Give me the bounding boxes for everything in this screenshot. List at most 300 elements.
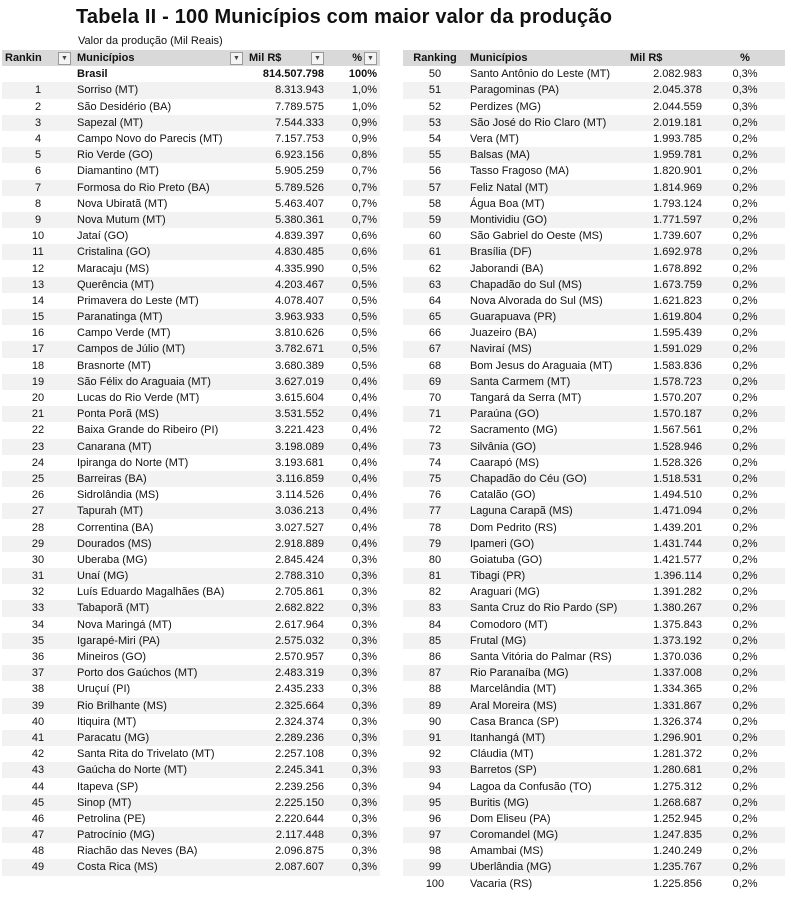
table-row <box>403 843 785 859</box>
cell-municipio: Diamantino (MT) <box>74 163 246 179</box>
cell-municipio: Baixa Grande do Ribeiro (PI) <box>74 422 246 438</box>
cell-municipio: Dom Eliseu (PA) <box>467 811 627 827</box>
page-title: Tabela II - 100 Municípios com maior valor da produção <box>76 6 613 28</box>
cell-pct: 1,0% <box>327 99 380 115</box>
column-header-ranking: Ranking <box>403 50 467 66</box>
cell-municipio: Marcelândia (MT) <box>467 681 627 697</box>
cell-valor: 1.678.892 <box>627 260 705 276</box>
cell-municipio: Balsas (MA) <box>467 147 627 163</box>
cell-municipio: Santa Rita do Trivelato (MT) <box>74 746 246 762</box>
cell-valor: 2.019.181 <box>627 115 705 131</box>
cell-ranking: 15 <box>2 309 74 325</box>
table-row <box>403 406 785 422</box>
cell-valor: 6.923.156 <box>246 147 327 163</box>
cell-pct: 0,6% <box>327 228 380 244</box>
cell-valor: 2.225.150 <box>246 795 327 811</box>
table-row <box>2 584 380 600</box>
cell-pct: 0,2% <box>705 212 785 228</box>
cell-valor: 7.157.753 <box>246 131 327 147</box>
table-row <box>403 730 785 746</box>
cell-ranking: 95 <box>403 795 467 811</box>
cell-pct: 0,3% <box>327 584 380 600</box>
cell-pct: 0,2% <box>705 681 785 697</box>
cell-municipio: São Félix do Araguaia (MT) <box>74 374 246 390</box>
table-row <box>403 390 785 406</box>
cell-ranking: 82 <box>403 584 467 600</box>
cell-valor: 2.325.664 <box>246 698 327 714</box>
cell-municipio: Paragominas (PA) <box>467 82 627 98</box>
column-header-label: Mil R$ <box>249 52 282 65</box>
table-row <box>403 584 785 600</box>
cell-ranking: 68 <box>403 358 467 374</box>
cell-valor: 2.220.644 <box>246 811 327 827</box>
cell-pct: 0,2% <box>705 730 785 746</box>
table-row <box>403 374 785 390</box>
cell-pct: 0,2% <box>705 633 785 649</box>
cell-pct: 0,2% <box>705 665 785 681</box>
cell-pct: 0,2% <box>705 762 785 778</box>
table-row <box>403 66 785 82</box>
cell-valor: 3.221.423 <box>246 422 327 438</box>
cell-pct: 0,2% <box>705 358 785 374</box>
cell-pct: 0,3% <box>327 698 380 714</box>
cell-municipio: Costa Rica (MS) <box>74 859 246 875</box>
cell-pct: 0,2% <box>705 277 785 293</box>
cell-valor: 2.239.256 <box>246 778 327 794</box>
cell-pct: 0,3% <box>327 633 380 649</box>
cell-ranking: 64 <box>403 293 467 309</box>
cell-municipio: Santo Antônio do Leste (MT) <box>467 66 627 82</box>
table-row <box>403 600 785 616</box>
cell-municipio: Tasso Fragoso (MA) <box>467 163 627 179</box>
cell-municipio: Juazeiro (BA) <box>467 325 627 341</box>
cell-ranking: 77 <box>403 503 467 519</box>
cell-valor: 1.793.124 <box>627 196 705 212</box>
cell-pct: 0,3% <box>327 617 380 633</box>
cell-pct: 0,2% <box>705 859 785 875</box>
cell-pct: 0,2% <box>705 552 785 568</box>
cell-ranking: 9 <box>2 212 74 228</box>
cell-municipio: Água Boa (MT) <box>467 196 627 212</box>
cell-municipio: São José do Rio Claro (MT) <box>467 115 627 131</box>
cell-pct: 0,2% <box>705 325 785 341</box>
cell-municipio: Bom Jesus do Araguaia (MT) <box>467 358 627 374</box>
cell-pct: 0,3% <box>327 681 380 697</box>
cell-municipio: Sacramento (MG) <box>467 422 627 438</box>
column-header-label: Rankin <box>5 52 42 65</box>
cell-ranking <box>2 876 74 892</box>
cell-municipio: Silvânia (GO) <box>467 439 627 455</box>
cell-valor: 2.483.319 <box>246 665 327 681</box>
cell-valor: 1.595.439 <box>627 325 705 341</box>
cell-pct: 0,5% <box>327 277 380 293</box>
cell-valor: 5.380.361 <box>246 212 327 228</box>
cell-municipio: São Gabriel do Oeste (MS) <box>467 228 627 244</box>
cell-valor: 3.810.626 <box>246 325 327 341</box>
cell-ranking: 42 <box>2 746 74 762</box>
cell-pct: 0,2% <box>705 600 785 616</box>
cell-pct: 0,2% <box>705 795 785 811</box>
cell-pct: 0,2% <box>705 228 785 244</box>
cell-pct: 0,7% <box>327 163 380 179</box>
table-row <box>403 131 785 147</box>
cell-ranking: 87 <box>403 665 467 681</box>
filter-dropdown-icon[interactable]: ▼ <box>58 52 71 65</box>
cell-ranking: 45 <box>2 795 74 811</box>
cell-valor: 3.963.933 <box>246 309 327 325</box>
table-row <box>2 277 380 293</box>
cell-valor: 2.257.108 <box>246 746 327 762</box>
cell-pct: 1,0% <box>327 82 380 98</box>
cell-valor: 1.692.978 <box>627 244 705 260</box>
cell-municipio: Jataí (GO) <box>74 228 246 244</box>
cell-valor: 1.959.781 <box>627 147 705 163</box>
table-row <box>403 277 785 293</box>
cell-pct: 0,2% <box>705 617 785 633</box>
cell-ranking: 34 <box>2 617 74 633</box>
filter-dropdown-icon[interactable]: ▼ <box>230 52 243 65</box>
table-row <box>2 374 380 390</box>
cell-valor: 1.337.008 <box>627 665 705 681</box>
cell-valor: 1.280.681 <box>627 762 705 778</box>
table-row <box>403 439 785 455</box>
cell-municipio: Comodoro (MT) <box>467 617 627 633</box>
cell-pct: 0,2% <box>705 746 785 762</box>
table-row <box>2 762 380 778</box>
cell-municipio: Mineiros (GO) <box>74 649 246 665</box>
cell-municipio: Brasnorte (MT) <box>74 358 246 374</box>
cell-ranking: 48 <box>2 843 74 859</box>
column-header-pct <box>327 50 380 66</box>
cell-municipio: Paracatu (MG) <box>74 730 246 746</box>
cell-valor: 3.531.552 <box>246 406 327 422</box>
table-row <box>2 617 380 633</box>
table-row <box>403 536 785 552</box>
cell-pct: 0,3% <box>327 746 380 762</box>
cell-pct: 0,2% <box>705 309 785 325</box>
cell-valor: 4.335.990 <box>246 260 327 276</box>
table-row <box>2 341 380 357</box>
filter-dropdown-icon[interactable]: ▼ <box>311 52 324 65</box>
cell-ranking: 41 <box>2 730 74 746</box>
cell-valor: 1.370.036 <box>627 649 705 665</box>
cell-ranking: 59 <box>403 212 467 228</box>
cell-ranking: 49 <box>2 859 74 875</box>
cell-municipio: Coromandel (MG) <box>467 827 627 843</box>
cell-valor: 3.114.526 <box>246 487 327 503</box>
table-row <box>2 519 380 535</box>
cell-ranking <box>2 66 74 82</box>
table-row <box>403 325 785 341</box>
cell-pct: 0,2% <box>705 422 785 438</box>
cell-pct: 0,3% <box>327 762 380 778</box>
table-row <box>2 471 380 487</box>
cell-pct: 0,2% <box>705 811 785 827</box>
cell-pct: 0,3% <box>327 795 380 811</box>
cell-municipio: Itiquira (MT) <box>74 714 246 730</box>
cell-ranking: 8 <box>2 196 74 212</box>
cell-pct: 0,2% <box>705 260 785 276</box>
cell-valor: 1.431.744 <box>627 536 705 552</box>
cell-valor: 1.296.901 <box>627 730 705 746</box>
cell-ranking: 56 <box>403 163 467 179</box>
cell-municipio: Sapezal (MT) <box>74 115 246 131</box>
column-header-label: % <box>352 52 362 65</box>
right-table-body <box>403 66 785 892</box>
cell-valor: 1.252.945 <box>627 811 705 827</box>
cell-valor: 5.463.407 <box>246 196 327 212</box>
cell-municipio: Paraúna (GO) <box>467 406 627 422</box>
cell-ranking: 4 <box>2 131 74 147</box>
cell-ranking: 47 <box>2 827 74 843</box>
column-header-valor: Mil R$ <box>627 50 705 66</box>
table-row <box>2 859 380 875</box>
table-row <box>2 260 380 276</box>
table-row <box>2 358 380 374</box>
cell-pct: 0,2% <box>705 698 785 714</box>
cell-ranking: 72 <box>403 422 467 438</box>
cell-pct: 0,9% <box>327 115 380 131</box>
cell-municipio: Jaborandi (BA) <box>467 260 627 276</box>
cell-pct: 0,2% <box>705 374 785 390</box>
cell-municipio: Lagoa da Confusão (TO) <box>467 778 627 794</box>
cell-pct: 0,9% <box>327 131 380 147</box>
cell-ranking: 20 <box>2 390 74 406</box>
cell-municipio: Tabaporã (MT) <box>74 600 246 616</box>
cell-municipio: Rio Paranaíba (MG) <box>467 665 627 681</box>
cell-ranking: 37 <box>2 665 74 681</box>
table-row <box>2 568 380 584</box>
cell-valor: 2.682.822 <box>246 600 327 616</box>
table-row <box>403 212 785 228</box>
cell-municipio: Santa Carmem (MT) <box>467 374 627 390</box>
cell-ranking: 32 <box>2 584 74 600</box>
cell-ranking: 66 <box>403 325 467 341</box>
table-row <box>2 698 380 714</box>
column-header-label: Municípios <box>77 52 135 65</box>
cell-ranking: 83 <box>403 600 467 616</box>
page-subtitle: Valor da produção (Mil Reais) <box>78 35 223 47</box>
cell-valor: 1.673.759 <box>627 277 705 293</box>
cell-ranking: 61 <box>403 244 467 260</box>
cell-valor: 1.739.607 <box>627 228 705 244</box>
cell-municipio: Itapeva (SP) <box>74 778 246 794</box>
cell-ranking: 97 <box>403 827 467 843</box>
cell-pct: 0,2% <box>705 180 785 196</box>
cell-ranking: 26 <box>2 487 74 503</box>
table-row <box>2 422 380 438</box>
cell-pct: 0,2% <box>705 244 785 260</box>
cell-pct: 0,5% <box>327 341 380 357</box>
cell-pct: 0,3% <box>705 99 785 115</box>
cell-ranking: 17 <box>2 341 74 357</box>
cell-valor: 2.575.032 <box>246 633 327 649</box>
cell-municipio: Unaí (MG) <box>74 568 246 584</box>
cell-pct: 0,2% <box>705 876 785 892</box>
table-row <box>2 406 380 422</box>
table-row <box>403 115 785 131</box>
cell-valor: 8.313.943 <box>246 82 327 98</box>
cell-municipio: Campo Verde (MT) <box>74 325 246 341</box>
cell-municipio: Uruçuí (PI) <box>74 681 246 697</box>
cell-ranking: 79 <box>403 536 467 552</box>
cell-ranking: 60 <box>403 228 467 244</box>
table-row <box>2 552 380 568</box>
table-row <box>403 795 785 811</box>
cell-pct: 0,2% <box>705 406 785 422</box>
cell-ranking: 54 <box>403 131 467 147</box>
cell-pct: 0,4% <box>327 536 380 552</box>
table-row <box>2 665 380 681</box>
cell-municipio: Ipameri (GO) <box>467 536 627 552</box>
cell-valor: 1.421.577 <box>627 552 705 568</box>
cell-municipio: Sorriso (MT) <box>74 82 246 98</box>
cell-ranking: 85 <box>403 633 467 649</box>
table-row <box>403 163 785 179</box>
cell-ranking: 55 <box>403 147 467 163</box>
cell-ranking: 93 <box>403 762 467 778</box>
cell-municipio: Montividiu (GO) <box>467 212 627 228</box>
table-row <box>403 358 785 374</box>
table-row <box>403 633 785 649</box>
table-row <box>403 309 785 325</box>
cell-valor: 1.439.201 <box>627 519 705 535</box>
cell-valor: 1.567.561 <box>627 422 705 438</box>
cell-ranking: 7 <box>2 180 74 196</box>
cell-ranking: 11 <box>2 244 74 260</box>
cell-ranking: 44 <box>2 778 74 794</box>
table-row <box>403 503 785 519</box>
table-row <box>2 746 380 762</box>
cell-pct: 0,2% <box>705 843 785 859</box>
cell-municipio: Vacaria (RS) <box>467 876 627 892</box>
cell-municipio: Luís Eduardo Magalhães (BA) <box>74 584 246 600</box>
cell-municipio: Paranatinga (MT) <box>74 309 246 325</box>
cell-valor: 7.544.333 <box>246 115 327 131</box>
table-row <box>2 180 380 196</box>
cell-valor: 814.507.798 <box>246 66 327 82</box>
cell-municipio: Gaúcha do Norte (MT) <box>74 762 246 778</box>
cell-valor: 2.617.964 <box>246 617 327 633</box>
cell-valor: 3.615.604 <box>246 390 327 406</box>
table-row <box>403 681 785 697</box>
cell-valor: 2.918.889 <box>246 536 327 552</box>
table-row <box>2 309 380 325</box>
cell-valor: 1.373.192 <box>627 633 705 649</box>
table-row <box>2 228 380 244</box>
cell-pct: 0,2% <box>705 455 785 471</box>
cell-ranking: 35 <box>2 633 74 649</box>
table-row <box>2 390 380 406</box>
cell-valor: 4.203.467 <box>246 277 327 293</box>
table-row <box>2 325 380 341</box>
cell-municipio: Barretos (SP) <box>467 762 627 778</box>
cell-pct: 0,2% <box>705 827 785 843</box>
cell-ranking: 92 <box>403 746 467 762</box>
cell-municipio: Sidrolândia (MS) <box>74 487 246 503</box>
cell-pct: 0,3% <box>705 82 785 98</box>
cell-ranking: 99 <box>403 859 467 875</box>
cell-pct: 0,2% <box>705 147 785 163</box>
cell-pct: 0,2% <box>705 778 785 794</box>
cell-pct: 100% <box>327 66 380 82</box>
cell-valor: 1.326.374 <box>627 714 705 730</box>
cell-municipio: Igarapé-Miri (PA) <box>74 633 246 649</box>
cell-municipio: Lucas do Rio Verde (MT) <box>74 390 246 406</box>
cell-pct: 0,2% <box>705 115 785 131</box>
cell-pct: 0,5% <box>327 325 380 341</box>
cell-pct: 0,2% <box>705 519 785 535</box>
table-row <box>403 244 785 260</box>
cell-pct: 0,3% <box>327 600 380 616</box>
cell-ranking: 67 <box>403 341 467 357</box>
cell-valor: 3.627.019 <box>246 374 327 390</box>
cell-municipio: Campo Novo do Parecis (MT) <box>74 131 246 147</box>
table-row <box>403 665 785 681</box>
cell-ranking: 84 <box>403 617 467 633</box>
cell-ranking: 81 <box>403 568 467 584</box>
table-row <box>403 746 785 762</box>
table-row <box>2 536 380 552</box>
cell-ranking: 18 <box>2 358 74 374</box>
table-row <box>403 487 785 503</box>
cell-valor: 5.905.259 <box>246 163 327 179</box>
cell-valor: 1.494.510 <box>627 487 705 503</box>
cell-ranking: 52 <box>403 99 467 115</box>
table-row <box>403 260 785 276</box>
cell-valor: 2.788.310 <box>246 568 327 584</box>
cell-pct: 0,6% <box>327 244 380 260</box>
column-header-ranking <box>2 50 74 66</box>
cell-municipio: Itanhangá (MT) <box>467 730 627 746</box>
left-table-body <box>2 66 380 892</box>
cell-municipio: Cristalina (GO) <box>74 244 246 260</box>
table-row <box>2 827 380 843</box>
cell-pct: 0,3% <box>327 859 380 875</box>
column-header-municipio: Municípios <box>467 50 627 66</box>
cell-ranking: 53 <box>403 115 467 131</box>
cell-ranking: 100 <box>403 876 467 892</box>
table-row <box>403 341 785 357</box>
table-row <box>403 196 785 212</box>
filter-dropdown-icon[interactable]: ▼ <box>364 52 377 65</box>
cell-pct: 0,2% <box>705 163 785 179</box>
cell-ranking: 22 <box>2 422 74 438</box>
cell-municipio: Patrocínio (MG) <box>74 827 246 843</box>
cell-municipio: Cláudia (MT) <box>467 746 627 762</box>
cell-valor: 3.027.527 <box>246 519 327 535</box>
cell-municipio: Correntina (BA) <box>74 519 246 535</box>
cell-municipio: Petrolina (PE) <box>74 811 246 827</box>
cell-valor: 1.281.372 <box>627 746 705 762</box>
cell-valor: 2.087.607 <box>246 859 327 875</box>
cell-valor: 1.268.687 <box>627 795 705 811</box>
cell-municipio: Guarapuava (PR) <box>467 309 627 325</box>
cell-pct: 0,2% <box>705 390 785 406</box>
cell-valor <box>246 876 327 892</box>
table-row <box>2 163 380 179</box>
cell-pct: 0,2% <box>705 439 785 455</box>
cell-valor: 1.235.767 <box>627 859 705 875</box>
cell-pct: 0,2% <box>705 196 785 212</box>
cell-municipio: Nova Alvorada do Sul (MS) <box>467 293 627 309</box>
table-header-row <box>403 50 785 66</box>
cell-ranking: 39 <box>2 698 74 714</box>
table-row <box>403 82 785 98</box>
table-row <box>403 455 785 471</box>
cell-valor: 1.528.946 <box>627 439 705 455</box>
table-row <box>2 633 380 649</box>
